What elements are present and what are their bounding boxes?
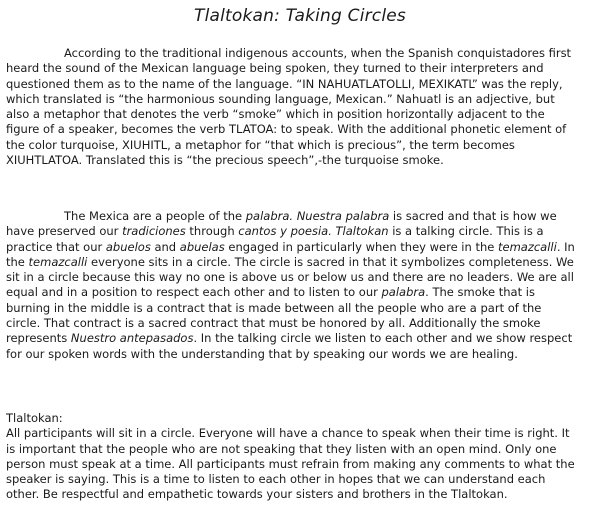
italic-term: temazcalli xyxy=(497,239,557,254)
paragraph-talking-circle xyxy=(6,209,578,362)
page-title: Tlaltokan: Taking Circles xyxy=(193,6,406,26)
italic-term: palabra. Nuestra palabra xyxy=(245,209,390,223)
italic-term: tradiciones xyxy=(122,224,186,239)
italic-term: Nuestro antepasados xyxy=(70,331,194,346)
text-span: The Mexica are a people of the xyxy=(64,209,246,223)
rules-section xyxy=(6,411,578,503)
text-span: engaged in particularly when they were in the xyxy=(224,239,498,254)
text-span: is sacred and that is how we have preserved our xyxy=(6,209,557,239)
text-span: and xyxy=(150,239,180,254)
italic-term: temazcalli xyxy=(28,254,88,269)
text-span: everyone sits in a circle. The circle is sacred in that it symbolizes completeness. We sit in a circle because this way no one is above us or below us and there are no leaders. We are all equal and in a position to respect each other and to listen to our xyxy=(6,254,574,300)
italic-term: abuelas xyxy=(179,239,225,254)
section-heading: Tlaltokan: xyxy=(6,411,63,425)
italic-term: abuelos xyxy=(105,239,151,254)
italic-term: palabra xyxy=(381,285,426,300)
text-span: . In the xyxy=(6,239,575,269)
italic-term: cantos y poesia. Tlaltokan xyxy=(238,224,389,239)
text-span: through xyxy=(185,224,239,239)
text-span: is a talking circle. This is a practice that our xyxy=(6,224,544,254)
paragraph-participation-rules: All participants will sit in a circle. Everyone will have a chance to speak when their time is right. It is important that the people who are not speaking that they listen with an open mind. Only one person must speak at a time. All participants must refrain from making any comments to what the speaker is saying. This is a time to listen to each other in hopes that we can understand each other. Be respectful and empathetic towards your sisters and brothers in the Tlaltokan. xyxy=(6,426,575,502)
paragraph-language-origin: According to the traditional indigenous accounts, when the Spanish conquistadores first heard the sound of the Mexican language being spoken, they turned to their interpreters and questioned them as to the name of the language. “IN NAHUATLATOLLI, MEXIKATL” was the reply, which translated is “the harmonious sounding language, Mexican.” Nahuatl is an adjective, but also a metaphor that denotes the verb “smoke” which in position horizontally adjacent to the figure of a speaker, becomes the verb TLATOA: to speak. With the additional phonetic element of the color turquoise, XIUHITL, a metaphor for “that which is precious”, the term becomes XIUHTLATOA. Translated this is “the precious speech”,-the turquoise smoke. xyxy=(6,46,572,168)
text-span: . In the talking circle we listen to each other and we show respect for our spoken words with the understanding that by speaking our words we are healing. xyxy=(6,331,573,361)
text-span: . The smoke that is burning in the middle is a contract that is made between all the people who are a part of the circle. That contract is a sacred contract that must be honored by all. Additionally the smoke represents xyxy=(6,285,542,346)
